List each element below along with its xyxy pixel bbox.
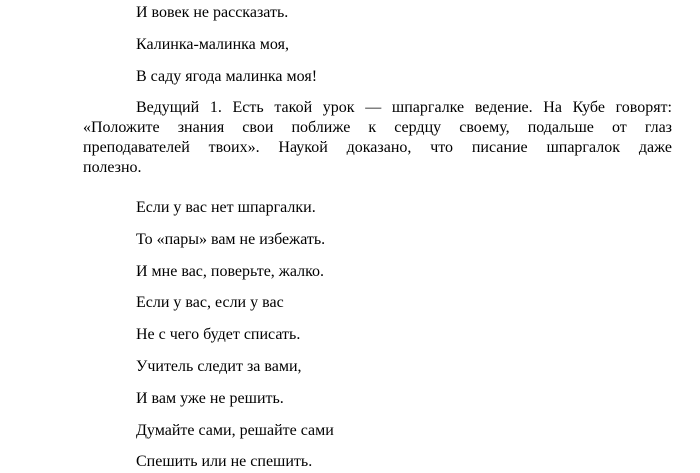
narrator-paragraph [83,98,672,178]
verse-line: Думайте сами, решайте сами [136,422,334,439]
verse-line: В саду ягода малинка моя! [136,68,318,85]
paragraph-line: преподавателей твоих». Наукой доказано, что писание шпаргалок даже [83,139,672,156]
verse-line: Спешить или не спешить. [136,453,313,470]
paragraph-line: полезно. [83,159,142,176]
verse-line: И вам уже не решить. [136,390,284,407]
verse-line: Учитель следит за вами, [136,358,302,375]
paragraph-line: «Положите знания свои поближе к сердцу своему, подальше от глаз [83,119,672,136]
verse-line: И мне вас, поверьте, жалко. [136,263,325,280]
verse-line: То «пары» вам не избежать. [136,231,326,248]
verse-line: Если у вас нет шпаргалки. [136,199,316,216]
verse-line: И вовек не рассказать. [136,4,289,21]
verse-line: Если у вас, если у вас [136,294,284,311]
verse-line: Калинка-малинка моя, [136,36,289,53]
paragraph-line: Ведущий 1. Есть такой урок — шпаргалке ведение. На Кубе говорят: [136,99,672,116]
verse-line: Не с чего будет списать. [136,326,301,343]
